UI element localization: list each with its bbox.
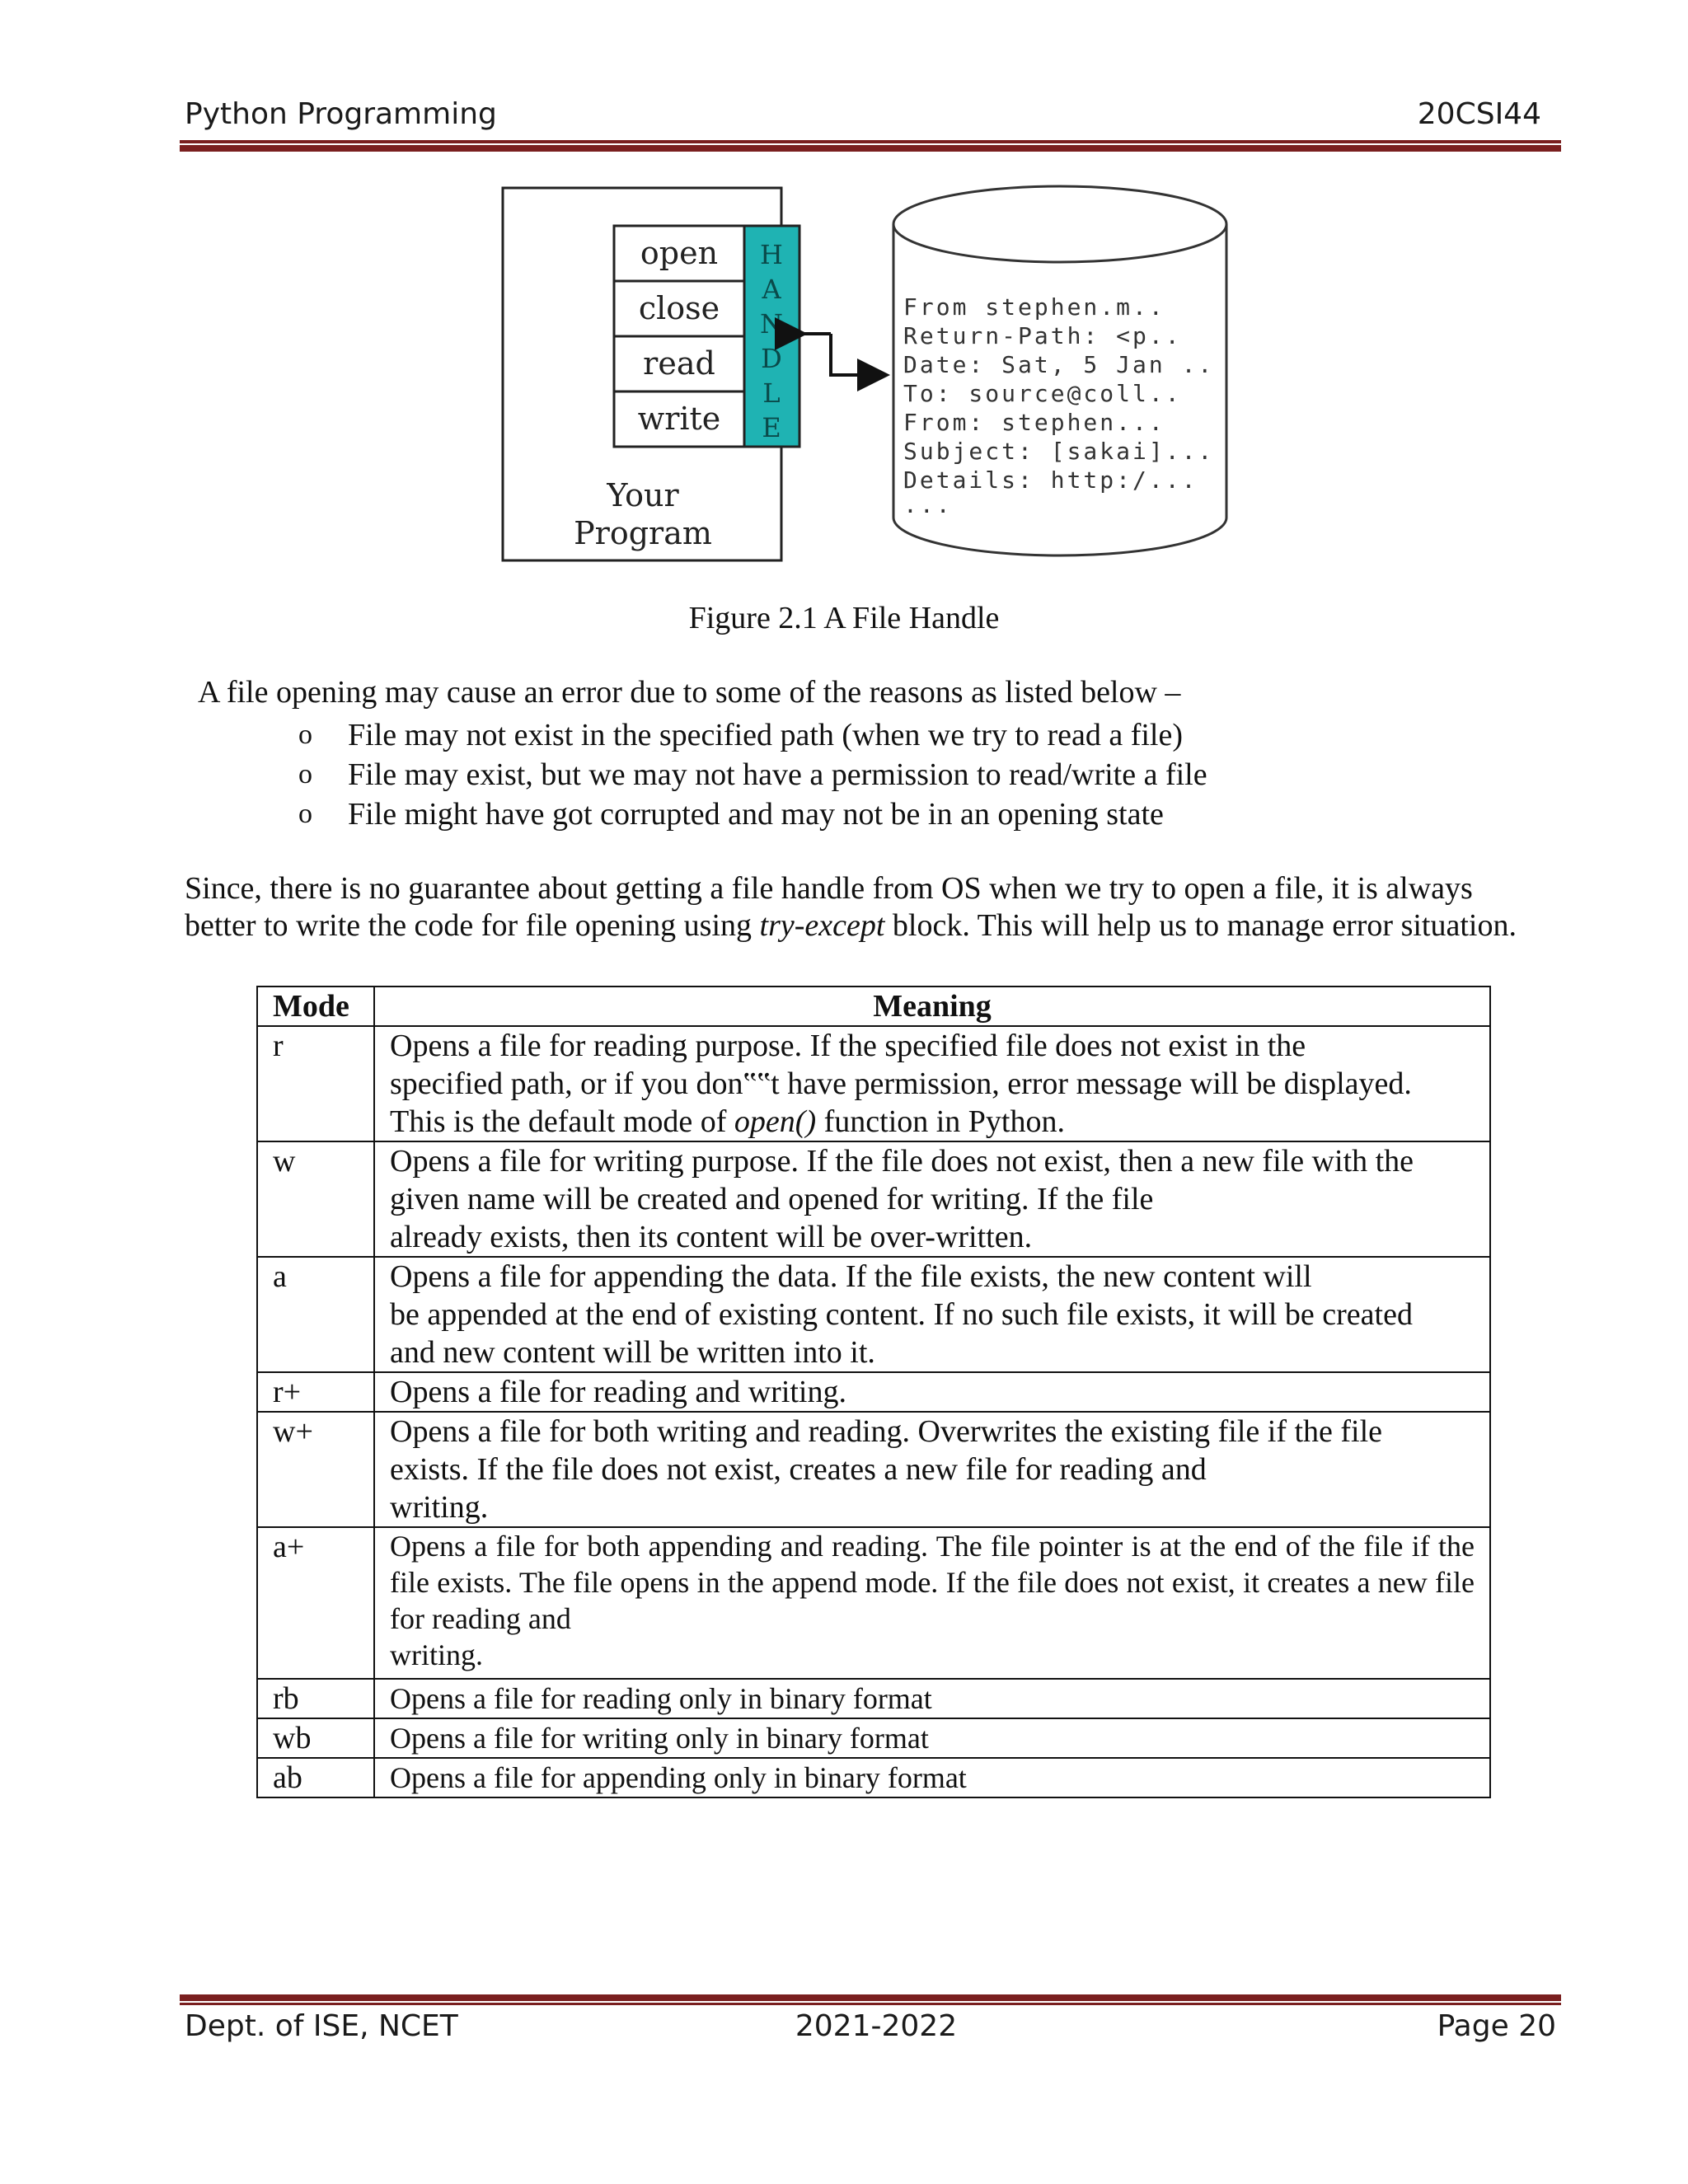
file-line: From stephen.m.. (903, 293, 1165, 321)
meaning-cell: Opens a file for reading purpose. If the specified file does not exist in the specified path, or if you don‟‟t have permission, error message will be displayed. This is the default mode of open() function in Python. (374, 1026, 1490, 1141)
meaning-cell: Opens a file for both writing and reading. Overwrites the existing file if the file exists. If the file does not exist, creates a new file for reading and writing. (374, 1412, 1490, 1527)
file-line: Return-Path: <p.. (903, 322, 1182, 349)
method-open: open (640, 235, 719, 271)
error-reasons-list (298, 715, 1207, 834)
table-row (257, 1679, 1490, 1718)
meaning-cell: Opens a file for reading only in binary format (374, 1679, 1490, 1718)
handle-letter: E (762, 412, 781, 443)
footer-rule-thick (180, 1994, 1561, 2001)
list-item: o File may not exist in the specified path (when we try to read a file) (298, 715, 1207, 755)
table-row (257, 1758, 1490, 1797)
table-header-row (257, 987, 1490, 1026)
footer-rule-thin (180, 2003, 1561, 2005)
meaning-cell: Opens a file for writing purpose. If the file does not exist, then a new file with the given name will be created and opened for writing. If the file already exists, then its content will be over-written. (374, 1141, 1490, 1257)
table-row (257, 1026, 1490, 1141)
table-row (257, 1257, 1490, 1372)
mode-cell: wb (257, 1718, 374, 1758)
table-row (257, 1372, 1490, 1412)
column-header-meaning: Meaning (374, 987, 1490, 1026)
mode-cell: w (257, 1141, 374, 1257)
file-line: To: source@coll.. (903, 380, 1182, 407)
intro-text: A file opening may cause an error due to some of the reasons as listed below – (198, 675, 1181, 710)
list-item: o File might have got corrupted and may not be in an opening state (298, 794, 1207, 834)
footer-department: Dept. of ISE, NCET (185, 2009, 458, 2043)
file-line: ... (903, 491, 953, 518)
handle-letter: D (761, 343, 782, 374)
mode-cell: a (257, 1257, 374, 1372)
program-label-line1: Your (607, 477, 679, 513)
table-row (257, 1141, 1490, 1257)
header-title: Python Programming (185, 97, 497, 131)
figure-caption: Figure 2.1 A File Handle (688, 601, 1000, 635)
meaning-cell: Opens a file for appending only in binary format (374, 1758, 1490, 1797)
table-row (257, 1718, 1490, 1758)
meaning-cell: Opens a file for both appending and reading. The file pointer is at the end of the file if the file exists. The file opens in the append mode. If the file does not exist, it creates a new file for reading and writing. (374, 1527, 1490, 1679)
handle-letter: N (760, 308, 783, 340)
meaning-cell: Opens a file for writing only in binary format (374, 1718, 1490, 1758)
handle-letter: L (762, 377, 781, 409)
method-close: close (638, 290, 720, 326)
method-read: read (643, 345, 715, 382)
mode-cell: a+ (257, 1527, 374, 1679)
file-line: Date: Sat, 5 Jan .. (903, 351, 1215, 378)
table-row (257, 1527, 1490, 1679)
method-write: write (637, 401, 721, 437)
file-line: Subject: [sakai]... (903, 438, 1215, 465)
mode-cell: ab (257, 1758, 374, 1797)
bullet-mark: o (298, 719, 312, 750)
file-line: Details: http:/... (903, 466, 1198, 494)
connector-arrow (831, 334, 887, 375)
bullet-mark: o (298, 799, 312, 829)
column-header-mode: Mode (257, 987, 374, 1026)
method-boxes (614, 226, 744, 447)
meaning-cell: Opens a file for appending the data. If the file exists, the new content will be appended at the end of existing content. If no such file exists, it will be created and new content will be written into it. (374, 1257, 1490, 1372)
list-item: o File may exist, but we may not have a permission to read/write a file (298, 755, 1207, 794)
table-row (257, 1412, 1490, 1527)
bullet-mark: o (298, 759, 312, 790)
mode-cell: w+ (257, 1412, 374, 1527)
mode-cell: rb (257, 1679, 374, 1718)
file-modes-table (256, 986, 1491, 1798)
program-label-line2: Program (574, 515, 712, 551)
file-line: From: stephen... (903, 409, 1165, 436)
file-handle-figure (0, 0, 1688, 577)
handle-letter: H (760, 239, 783, 270)
handle-letter: A (762, 274, 781, 305)
meaning-cell: Opens a file for reading and writing. (374, 1372, 1490, 1412)
mode-cell: r (257, 1026, 374, 1141)
header-course-code: 20CSI44 (1417, 97, 1541, 131)
try-except-paragraph: Since, there is no guarantee about getting a file handle from OS when we try to open a file, it is always better to write the code for file opening using try-except block. This will help us to manage error situation. (185, 871, 1517, 943)
mode-cell: r+ (257, 1372, 374, 1412)
footer-page-number: Page 20 (1437, 2009, 1556, 2043)
file-content (903, 293, 1214, 518)
footer-year: 2021-2022 (795, 2009, 958, 2043)
